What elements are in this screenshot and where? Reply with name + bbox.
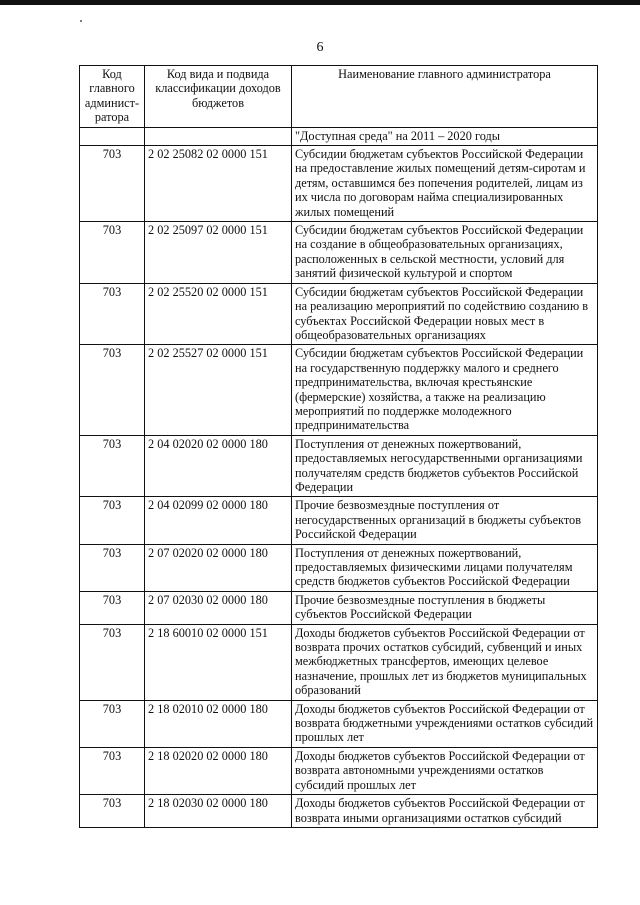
scan-speck xyxy=(80,20,82,22)
admin-code-cell: 703 xyxy=(80,747,145,794)
header-income-code: Код вида и подвида классификации доходов бюджетов xyxy=(145,66,292,128)
admin-name-cell: Доходы бюджетов субъектов Российской Федерации от возврата иными организациями остатков субсидий xyxy=(292,795,598,828)
income-code-cell: 2 02 25097 02 0000 151 xyxy=(145,222,292,284)
income-code-cell: 2 07 02030 02 0000 180 xyxy=(145,591,292,624)
admin-code-cell: 703 xyxy=(80,435,145,497)
income-code-cell: 2 02 25082 02 0000 151 xyxy=(145,146,292,222)
continuation-empty-code xyxy=(145,127,292,145)
table-row xyxy=(80,544,598,591)
table-row xyxy=(80,497,598,544)
admin-code-cell: 703 xyxy=(80,146,145,222)
admin-name-cell: Прочие безвозмездные поступления от негосударственных организаций в бюджеты субъектов Российской Федерации xyxy=(292,497,598,544)
continuation-text: "Доступная среда" на 2011 – 2020 годы xyxy=(292,127,598,145)
admin-name-cell: Доходы бюджетов субъектов Российской Федерации от возврата прочих остатков субсидий, субвенций и иных межбюджетных трансфертов, имеющих целевое назначение, прошлых лет из бюджетов муниципальных образований xyxy=(292,624,598,700)
admin-code-cell: 703 xyxy=(80,700,145,747)
admin-name-cell: Субсидии бюджетам субъектов Российской Федерации на реализацию мероприятий по содействию созданию в субъектах Российской Федерации новых мест в общеобразовательных организациях xyxy=(292,283,598,345)
admin-code-cell: 703 xyxy=(80,795,145,828)
table-row xyxy=(80,345,598,435)
header-admin-name: Наименование главного администратора xyxy=(292,66,598,128)
admin-code-cell: 703 xyxy=(80,345,145,435)
income-code-cell: 2 07 02020 02 0000 180 xyxy=(145,544,292,591)
admin-name-cell: Прочие безвозмездные поступления в бюджеты субъектов Российской Федерации xyxy=(292,591,598,624)
admin-name-cell: Субсидии бюджетам субъектов Российской Федерации на предоставление жилых помещений детям-сиротам и детям, оставшимся без попечения родителей, лицам из их числа по договорам найма специализированных жилых помещений xyxy=(292,146,598,222)
table-row xyxy=(80,283,598,345)
continuation-empty-admin xyxy=(80,127,145,145)
continuation-row xyxy=(80,127,598,145)
admin-code-cell: 703 xyxy=(80,222,145,284)
scan-top-edge xyxy=(0,0,640,5)
admin-name-cell: Доходы бюджетов субъектов Российской Федерации от возврата бюджетными учреждениями остатков субсидий прошлых лет xyxy=(292,700,598,747)
admin-name-cell: Поступления от денежных пожертвований, предоставляемых физическими лицами получателям средств бюджетов субъектов Российской Федерации xyxy=(292,544,598,591)
income-code-cell: 2 04 02099 02 0000 180 xyxy=(145,497,292,544)
income-code-cell: 2 04 02020 02 0000 180 xyxy=(145,435,292,497)
table-header-row xyxy=(80,66,598,128)
table-row xyxy=(80,795,598,828)
admin-name-cell: Субсидии бюджетам субъектов Российской Федерации на создание в общеобразовательных организациях, расположенных в сельской местности, условий для занятий физической культурой и спортом xyxy=(292,222,598,284)
admin-code-cell: 703 xyxy=(80,497,145,544)
income-code-cell: 2 18 02010 02 0000 180 xyxy=(145,700,292,747)
admin-name-cell: Доходы бюджетов субъектов Российской Федерации от возврата автономными учреждениями остатков субсидий прошлых лет xyxy=(292,747,598,794)
admin-name-cell: Поступления от денежных пожертвований, предоставляемых негосударственными организациями получателям средств бюджетов субъектов Российской Федерации xyxy=(292,435,598,497)
table-row xyxy=(80,146,598,222)
table-row xyxy=(80,591,598,624)
admin-name-cell: Субсидии бюджетам субъектов Российской Федерации на государственную поддержку малого и среднего предпринимательства, включая крестьянские (фермерские) хозяйства, а также на реализацию мероприятий по поддержке молодежного предпринимательства xyxy=(292,345,598,435)
admin-code-cell: 703 xyxy=(80,544,145,591)
admin-code-cell: 703 xyxy=(80,283,145,345)
table-row xyxy=(80,435,598,497)
income-code-cell: 2 18 02030 02 0000 180 xyxy=(145,795,292,828)
income-code-cell: 2 18 60010 02 0000 151 xyxy=(145,624,292,700)
admin-code-cell: 703 xyxy=(80,591,145,624)
table-row xyxy=(80,700,598,747)
admin-code-cell: 703 xyxy=(80,624,145,700)
table-row xyxy=(80,222,598,284)
table-row xyxy=(80,624,598,700)
income-code-cell: 2 02 25527 02 0000 151 xyxy=(145,345,292,435)
income-code-cell: 2 18 02020 02 0000 180 xyxy=(145,747,292,794)
table-row xyxy=(80,747,598,794)
income-classification-table xyxy=(79,65,598,828)
income-code-cell: 2 02 25520 02 0000 151 xyxy=(145,283,292,345)
header-admin-code: Код главного админист-ратора xyxy=(80,66,145,128)
page-number: 6 xyxy=(316,40,324,55)
